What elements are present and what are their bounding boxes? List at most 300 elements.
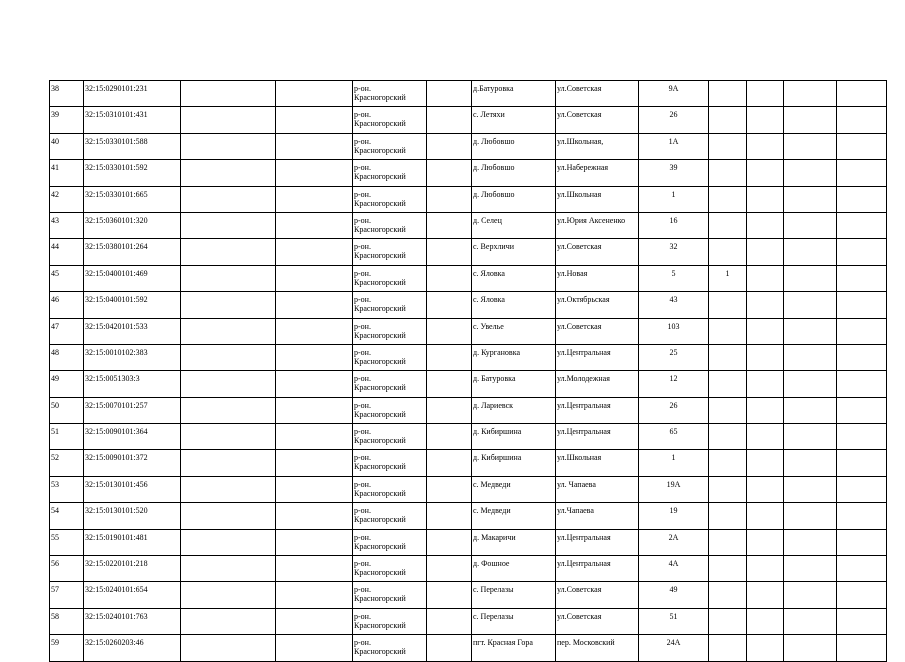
extra-value-cell [709, 107, 747, 133]
extra-value-cell [709, 239, 747, 265]
extra-value-cell [709, 529, 747, 555]
extra-value-cell: 1 [709, 265, 747, 291]
empty-cell [747, 292, 784, 318]
district-line-1: р-он. [354, 163, 371, 173]
district-line-2: Красногорский [354, 541, 406, 551]
cadastral-number-cell: 32:15:0260203:46 [84, 635, 181, 661]
row-number-cell: 44 [50, 239, 84, 265]
empty-cell [427, 450, 472, 476]
empty-cell [181, 344, 276, 370]
empty-cell [784, 318, 837, 344]
cadastral-number-cell: 32:15:0051303:3 [84, 371, 181, 397]
district-cell [353, 556, 427, 582]
empty-cell [837, 476, 887, 502]
locality-cell: с. Медведи [472, 503, 556, 529]
extra-value-cell [709, 608, 747, 634]
extra-value-cell [709, 397, 747, 423]
empty-cell [747, 476, 784, 502]
empty-cell [837, 503, 887, 529]
empty-cell [276, 397, 353, 423]
empty-cell [181, 107, 276, 133]
empty-cell [837, 160, 887, 186]
district-line-2: Красногорский [354, 356, 406, 366]
table-row [50, 556, 887, 582]
cadastral-number-cell: 32:15:0360101:320 [84, 212, 181, 238]
street-cell: ул.Центральная [556, 397, 639, 423]
district-line-2: Красногорский [354, 198, 406, 208]
cadastral-number-cell: 32:15:0190101:481 [84, 529, 181, 555]
locality-cell: д. Любовшо [472, 160, 556, 186]
district-cell [353, 608, 427, 634]
house-number-cell: 103 [639, 318, 709, 344]
empty-cell [181, 133, 276, 159]
empty-cell [181, 265, 276, 291]
table-row [50, 318, 887, 344]
empty-cell [784, 133, 837, 159]
street-cell: ул.Набережная [556, 160, 639, 186]
table-row [50, 424, 887, 450]
district-cell [353, 318, 427, 344]
street-cell: ул. Чапаева [556, 476, 639, 502]
locality-cell: д. Фошное [472, 556, 556, 582]
empty-cell [747, 529, 784, 555]
empty-cell [747, 424, 784, 450]
empty-cell [181, 424, 276, 450]
district-line-2: Красногорский [354, 620, 406, 630]
empty-cell [837, 450, 887, 476]
empty-cell [181, 292, 276, 318]
locality-cell: д. Кургановка [472, 344, 556, 370]
row-number-cell: 40 [50, 133, 84, 159]
empty-cell [747, 371, 784, 397]
empty-cell [276, 81, 353, 107]
table-row [50, 450, 887, 476]
extra-value-cell [709, 318, 747, 344]
empty-cell [427, 424, 472, 450]
district-cell [353, 424, 427, 450]
district-line-2: Красногорский [354, 277, 406, 287]
district-cell [353, 635, 427, 661]
table-row [50, 608, 887, 634]
row-number-cell: 54 [50, 503, 84, 529]
empty-cell [181, 476, 276, 502]
empty-cell [747, 635, 784, 661]
row-number-cell: 55 [50, 529, 84, 555]
locality-cell: пгт. Красная Гора [472, 635, 556, 661]
extra-value-cell [709, 212, 747, 238]
empty-cell [427, 292, 472, 318]
empty-cell [276, 556, 353, 582]
table-row [50, 292, 887, 318]
row-number-cell: 50 [50, 397, 84, 423]
district-cell [353, 503, 427, 529]
empty-cell [276, 318, 353, 344]
row-number-cell: 47 [50, 318, 84, 344]
table-row [50, 397, 887, 423]
district-line-2: Красногорский [354, 172, 406, 182]
row-number-cell: 42 [50, 186, 84, 212]
empty-cell [181, 81, 276, 107]
district-line-2: Красногорский [354, 568, 406, 578]
street-cell: ул.Школьная, [556, 133, 639, 159]
row-number-cell: 51 [50, 424, 84, 450]
house-number-cell: 19 [639, 503, 709, 529]
empty-cell [837, 265, 887, 291]
empty-cell [276, 371, 353, 397]
empty-cell [747, 503, 784, 529]
table-row [50, 186, 887, 212]
house-number-cell: 51 [639, 608, 709, 634]
row-number-cell: 52 [50, 450, 84, 476]
locality-cell: д. Лариевск [472, 397, 556, 423]
cadastral-number-cell: 32:15:0330101:588 [84, 133, 181, 159]
table-row [50, 265, 887, 291]
row-number-cell: 48 [50, 344, 84, 370]
house-number-cell: 4А [639, 556, 709, 582]
house-number-cell: 1 [639, 186, 709, 212]
empty-cell [427, 503, 472, 529]
table-row [50, 635, 887, 661]
street-cell: ул.Советская [556, 318, 639, 344]
district-line-2: Красногорский [354, 436, 406, 446]
district-line-1: р-он. [354, 559, 371, 569]
empty-cell [837, 239, 887, 265]
empty-cell [747, 318, 784, 344]
house-number-cell: 65 [639, 424, 709, 450]
empty-cell [427, 133, 472, 159]
empty-cell [784, 582, 837, 608]
empty-cell [276, 635, 353, 661]
house-number-cell: 12 [639, 371, 709, 397]
empty-cell [784, 503, 837, 529]
empty-cell [181, 397, 276, 423]
empty-cell [837, 635, 887, 661]
empty-cell [784, 608, 837, 634]
house-number-cell: 43 [639, 292, 709, 318]
empty-cell [747, 397, 784, 423]
empty-cell [181, 556, 276, 582]
district-line-2: Красногорский [354, 145, 406, 155]
empty-cell [276, 239, 353, 265]
row-number-cell: 41 [50, 160, 84, 186]
extra-value-cell [709, 133, 747, 159]
empty-cell [181, 239, 276, 265]
empty-cell [181, 318, 276, 344]
district-line-2: Красногорский [354, 594, 406, 604]
street-cell: ул.Чапаева [556, 503, 639, 529]
table-row [50, 81, 887, 107]
cadastral-number-cell: 32:15:0380101:264 [84, 239, 181, 265]
locality-cell: с. Летяхи [472, 107, 556, 133]
district-line-2: Красногорский [354, 304, 406, 314]
street-cell: ул.Советская [556, 81, 639, 107]
empty-cell [427, 212, 472, 238]
district-line-2: Красногорский [354, 383, 406, 393]
street-cell: ул.Школьная [556, 186, 639, 212]
empty-cell [837, 529, 887, 555]
empty-cell [276, 582, 353, 608]
street-cell: ул.Советская [556, 107, 639, 133]
locality-cell: с. Медведи [472, 476, 556, 502]
locality-cell: д. Макаричи [472, 529, 556, 555]
empty-cell [276, 608, 353, 634]
extra-value-cell [709, 503, 747, 529]
table-row [50, 212, 887, 238]
street-cell: ул.Советская [556, 582, 639, 608]
empty-cell [427, 476, 472, 502]
table-row [50, 476, 887, 502]
row-number-cell: 56 [50, 556, 84, 582]
district-line-1: р-он. [354, 189, 371, 199]
house-number-cell: 49 [639, 582, 709, 608]
locality-cell: с. Увелье [472, 318, 556, 344]
empty-cell [276, 503, 353, 529]
district-cell [353, 582, 427, 608]
house-number-cell: 39 [639, 160, 709, 186]
street-cell: ул.Юрия Аксененко [556, 212, 639, 238]
district-line-1: р-он. [354, 506, 371, 516]
district-line-1: р-он. [354, 136, 371, 146]
street-cell: ул.Школьная [556, 450, 639, 476]
house-number-cell: 32 [639, 239, 709, 265]
empty-cell [784, 186, 837, 212]
empty-cell [747, 265, 784, 291]
empty-cell [784, 476, 837, 502]
cadastral-number-cell: 32:15:0240101:763 [84, 608, 181, 634]
row-number-cell: 58 [50, 608, 84, 634]
empty-cell [784, 81, 837, 107]
empty-cell [427, 344, 472, 370]
empty-cell [747, 212, 784, 238]
extra-value-cell [709, 186, 747, 212]
street-cell: ул.Молодежная [556, 371, 639, 397]
locality-cell: с. Яловка [472, 265, 556, 291]
empty-cell [837, 81, 887, 107]
empty-cell [747, 107, 784, 133]
district-cell [353, 81, 427, 107]
empty-cell [276, 265, 353, 291]
row-number-cell: 45 [50, 265, 84, 291]
table-row [50, 239, 887, 265]
cadastral-number-cell: 32:15:0130101:520 [84, 503, 181, 529]
district-line-1: р-он. [354, 479, 371, 489]
empty-cell [427, 608, 472, 634]
district-line-1: р-он. [354, 242, 371, 252]
empty-cell [747, 81, 784, 107]
empty-cell [837, 186, 887, 212]
house-number-cell: 25 [639, 344, 709, 370]
empty-cell [837, 318, 887, 344]
district-line-2: Красногорский [354, 515, 406, 525]
empty-cell [181, 608, 276, 634]
district-line-2: Красногорский [354, 409, 406, 419]
row-number-cell: 46 [50, 292, 84, 318]
empty-cell [784, 265, 837, 291]
district-line-1: р-он. [354, 611, 371, 621]
house-number-cell: 24А [639, 635, 709, 661]
empty-cell [784, 239, 837, 265]
locality-cell: с. Перелазы [472, 608, 556, 634]
house-number-cell: 2А [639, 529, 709, 555]
empty-cell [837, 424, 887, 450]
table-body [50, 81, 887, 662]
district-line-2: Красногорский [354, 488, 406, 498]
street-cell: ул.Советская [556, 239, 639, 265]
table-row [50, 160, 887, 186]
street-cell: ул.Советская [556, 608, 639, 634]
cadastral-number-cell: 32:15:0240101:654 [84, 582, 181, 608]
empty-cell [427, 556, 472, 582]
empty-cell [427, 81, 472, 107]
district-cell [353, 529, 427, 555]
row-number-cell: 53 [50, 476, 84, 502]
district-line-1: р-он. [354, 321, 371, 331]
row-number-cell: 49 [50, 371, 84, 397]
row-number-cell: 43 [50, 212, 84, 238]
extra-value-cell [709, 582, 747, 608]
empty-cell [784, 107, 837, 133]
district-cell [353, 292, 427, 318]
locality-cell: д. Любовшо [472, 186, 556, 212]
district-line-1: р-он. [354, 400, 371, 410]
empty-cell [784, 292, 837, 318]
district-line-2: Красногорский [354, 462, 406, 472]
locality-cell: д. Селец [472, 212, 556, 238]
district-line-1: р-он. [354, 427, 371, 437]
district-cell [353, 476, 427, 502]
cadastral-number-cell: 32:15:0090101:364 [84, 424, 181, 450]
empty-cell [747, 186, 784, 212]
cadastral-number-cell: 32:15:0420101:533 [84, 318, 181, 344]
empty-cell [427, 265, 472, 291]
street-cell: пер. Московский [556, 635, 639, 661]
empty-cell [276, 160, 353, 186]
street-cell: ул.Центральная [556, 344, 639, 370]
empty-cell [427, 582, 472, 608]
table-row [50, 503, 887, 529]
empty-cell [784, 212, 837, 238]
extra-value-cell [709, 292, 747, 318]
district-cell [353, 239, 427, 265]
street-cell: ул.Центральная [556, 529, 639, 555]
empty-cell [276, 344, 353, 370]
district-cell [353, 212, 427, 238]
cadastral-number-cell: 32:15:0330101:592 [84, 160, 181, 186]
empty-cell [181, 450, 276, 476]
district-cell [353, 133, 427, 159]
row-number-cell: 38 [50, 81, 84, 107]
empty-cell [181, 160, 276, 186]
extra-value-cell [709, 371, 747, 397]
extra-value-cell [709, 160, 747, 186]
district-line-1: р-он. [354, 268, 371, 278]
empty-cell [837, 582, 887, 608]
empty-cell [837, 344, 887, 370]
empty-cell [181, 582, 276, 608]
district-cell [353, 397, 427, 423]
house-number-cell: 1А [639, 133, 709, 159]
locality-cell: д. Кибиршина [472, 424, 556, 450]
district-cell [353, 344, 427, 370]
district-line-1: р-он. [354, 453, 371, 463]
empty-cell [276, 450, 353, 476]
empty-cell [747, 450, 784, 476]
cadastral-number-cell: 32:15:0070101:257 [84, 397, 181, 423]
street-cell: ул.Октябрьская [556, 292, 639, 318]
cadastral-number-cell: 32:15:0130101:456 [84, 476, 181, 502]
district-line-2: Красногорский [354, 93, 406, 102]
empty-cell [427, 397, 472, 423]
empty-cell [427, 186, 472, 212]
empty-cell [784, 160, 837, 186]
empty-cell [747, 239, 784, 265]
locality-cell: с. Верхличи [472, 239, 556, 265]
table-row [50, 529, 887, 555]
extra-value-cell [709, 556, 747, 582]
locality-cell: д.Батуровка [472, 81, 556, 107]
locality-cell: с. Перелазы [472, 582, 556, 608]
row-number-cell: 57 [50, 582, 84, 608]
street-cell: ул.Новая [556, 265, 639, 291]
extra-value-cell [709, 424, 747, 450]
street-cell: ул.Центральная [556, 556, 639, 582]
district-line-2: Красногорский [354, 251, 406, 261]
empty-cell [427, 107, 472, 133]
empty-cell [784, 450, 837, 476]
empty-cell [181, 371, 276, 397]
empty-cell [837, 608, 887, 634]
table-row [50, 344, 887, 370]
cadastral-number-cell: 32:15:0090101:372 [84, 450, 181, 476]
house-number-cell: 1 [639, 450, 709, 476]
locality-cell: д. Кибиршина [472, 450, 556, 476]
locality-cell: д. Батуровка [472, 371, 556, 397]
empty-cell [784, 371, 837, 397]
house-number-cell: 19А [639, 476, 709, 502]
empty-cell [837, 212, 887, 238]
empty-cell [427, 529, 472, 555]
district-line-2: Красногорский [354, 224, 406, 234]
cadastral-number-cell: 32:15:0220101:218 [84, 556, 181, 582]
property-table [49, 80, 887, 662]
cadastral-number-cell: 32:15:0400101:592 [84, 292, 181, 318]
empty-cell [181, 503, 276, 529]
empty-cell [747, 160, 784, 186]
house-number-cell: 16 [639, 212, 709, 238]
table-row [50, 582, 887, 608]
empty-cell [784, 344, 837, 370]
empty-cell [427, 371, 472, 397]
empty-cell [181, 635, 276, 661]
district-cell [353, 160, 427, 186]
locality-cell: д. Любовшо [472, 133, 556, 159]
empty-cell [276, 476, 353, 502]
empty-cell [837, 133, 887, 159]
empty-cell [181, 186, 276, 212]
empty-cell [276, 133, 353, 159]
locality-cell: с. Яловка [472, 292, 556, 318]
empty-cell [181, 212, 276, 238]
empty-cell [837, 397, 887, 423]
empty-cell [276, 292, 353, 318]
house-number-cell: 9А [639, 81, 709, 107]
extra-value-cell [709, 450, 747, 476]
district-cell [353, 107, 427, 133]
house-number-cell: 5 [639, 265, 709, 291]
empty-cell [427, 318, 472, 344]
empty-cell [747, 556, 784, 582]
cadastral-number-cell: 32:15:0010102:383 [84, 344, 181, 370]
